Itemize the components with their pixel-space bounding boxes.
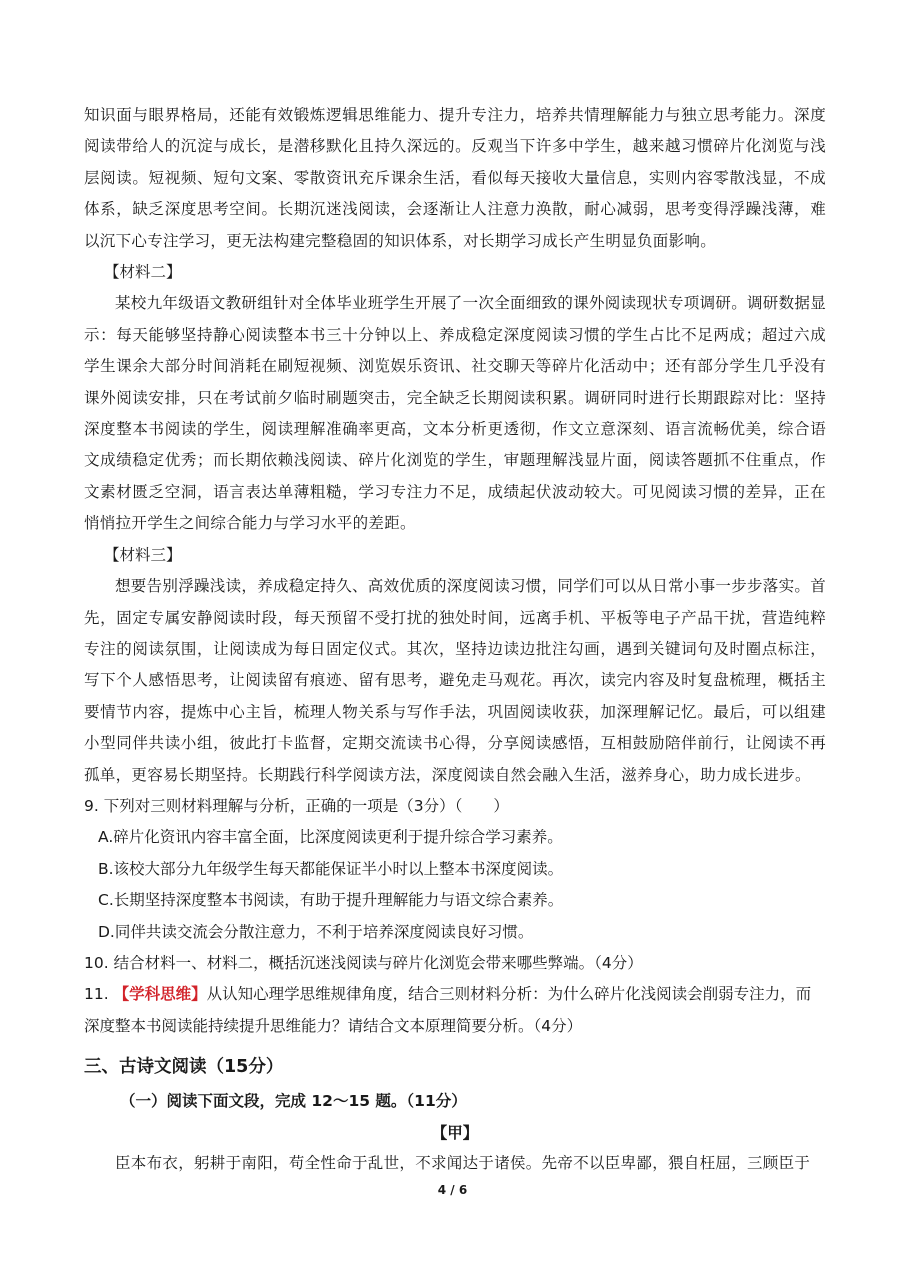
passage-jia-text: 臣本布衣，躬耕于南阳，苟全性命于乱世，不求闻达于诸侯。先帝不以臣卑鄙，猥自枉屈，三顾臣于 bbox=[115, 1154, 811, 1173]
question-9-option-b: B.该校大部分九年级学生每天都能保证半小时以上整本书深度阅读。 bbox=[98, 859, 564, 878]
question-11-number: 11. bbox=[84, 985, 114, 1004]
material2-text: 某校九年级语文教研组针对全体毕业班学生开展了一次全面细致的课外阅读现状专项调研。调研数据显示：每天能够坚持静心阅读整本书三十分钟以上、养成稳定深度阅读习惯的学生占比不足两成；超过六成学生课余大部分时间消耗在刷短视频、浏览娱乐资讯、社交聊天等碎片化活动中；还有部分学生几乎没有课外阅读安排，只在考试前夕临时刷题突击，完全缺乏长期阅读积累。调研同时进行长期跟踪对比：坚持深度整本书阅读的学生，阅读理解准确率更高，文本分析更透彻，作文立意深刻、语言流畅优美，综合语文成绩稳定优秀；而长期依赖浅阅读、碎片化浏览的学生，审题理解浅显片面，阅读答题抓不住重点，作文素材匮乏空洞，语言表达单薄粗糙，学习专注力不足，成绩起伏波动较大。可见阅读习惯的差异，正在悄悄拉开学生之间综合能力与学习水平的差距。 bbox=[84, 294, 827, 533]
question-9-stem: 9. 下列对三则材料理解与分析，正确的一项是（3分）（ ） bbox=[84, 796, 509, 815]
question-9-option-c: C.长期坚持深度整本书阅读，有助于提升理解能力与语文综合素养。 bbox=[98, 891, 564, 910]
question-9-option-a: A.碎片化资讯内容丰富全面，比深度阅读更利于提升综合学习素养。 bbox=[98, 828, 563, 847]
question-9-option-d: D.同伴共读交流会分散注意力，不利于培养深度阅读良好习惯。 bbox=[98, 922, 534, 941]
question-11-stem: 从认知心理学思维规律角度，结合三则材料分析：为什么碎片化浅阅读会削弱专注力，而深度整本书阅读能持续提升思维能力？请结合文本原理简要分析。（4分） bbox=[84, 985, 812, 1035]
section-3-subtitle: （一）阅读下面文段，完成 12～15 题。（11分） bbox=[120, 1092, 467, 1111]
question-11-tag: 【学科思维】 bbox=[113, 985, 207, 1004]
exam-page-body bbox=[84, 100, 826, 1180]
question-11 bbox=[84, 979, 826, 1042]
material3-text: 想要告别浮躁浅读，养成稳定持久、高效优质的深度阅读习惯，同学们可以从日常小事一步步落实。首先，固定专属安静阅读时段，每天预留不受打扰的独处时间，远离手机、平板等电子产品干扰，营造纯粹专注的阅读氛围，让阅读成为每日固定仪式。其次，坚持边读边批注勾画，遇到关键词句及时圈点标注，写下个人感悟思考，让阅读留有痕迹、留有思考，避免走马观花。再次，读完内容及时复盘梳理，概括主要情节内容，提炼中心主旨，梳理人物关系与写作手法，巩固阅读收获，加深理解记忆。最后，可以组建小型同伴共读小组，彼此打卡监督，定期交流读书心得，分享阅读感悟，互相鼓励陪伴前行，让阅读不再孤单，更容易长期坚持。长期践行科学阅读方法，深度阅读自然会融入生活，滋养身心，助力成长进步。 bbox=[84, 577, 827, 784]
material2-heading: 【材料二】 bbox=[104, 263, 182, 282]
question-10-stem: 10. 结合材料一、材料二，概括沉迷浅阅读与碎片化浏览会带来哪些弊端。（4分） bbox=[84, 953, 643, 972]
material3-heading: 【材料三】 bbox=[104, 545, 182, 564]
passage-jia-heading: 【甲】 bbox=[431, 1123, 479, 1143]
page-number: 4 / 6 bbox=[437, 1183, 468, 1197]
section-3-title: 三、古诗文阅读（15分） bbox=[84, 1057, 284, 1078]
material1-text: 知识面与眼界格局，还能有效锻炼逻辑思维能力、提升专注力，培养共情理解能力与独立思考能力。深度阅读带给人的沉淀与成长，是潜移默化且持久深远的。反观当下许多中学生，越来越习惯碎片化浏览与浅层阅读。短视频、短句文案、零散资讯充斥课余生活，看似每天接收大量信息，实则内容零散浅显，不成体系，缺乏深度思考空间。长期沉迷浅阅读，会逐渐让人注意力涣散，耐心减弱，思考变得浮躁浅薄，难以沉下心专注学习，更无法构建完整稳固的知识体系，对长期学习成长产生明显负面影响。 bbox=[84, 106, 826, 250]
